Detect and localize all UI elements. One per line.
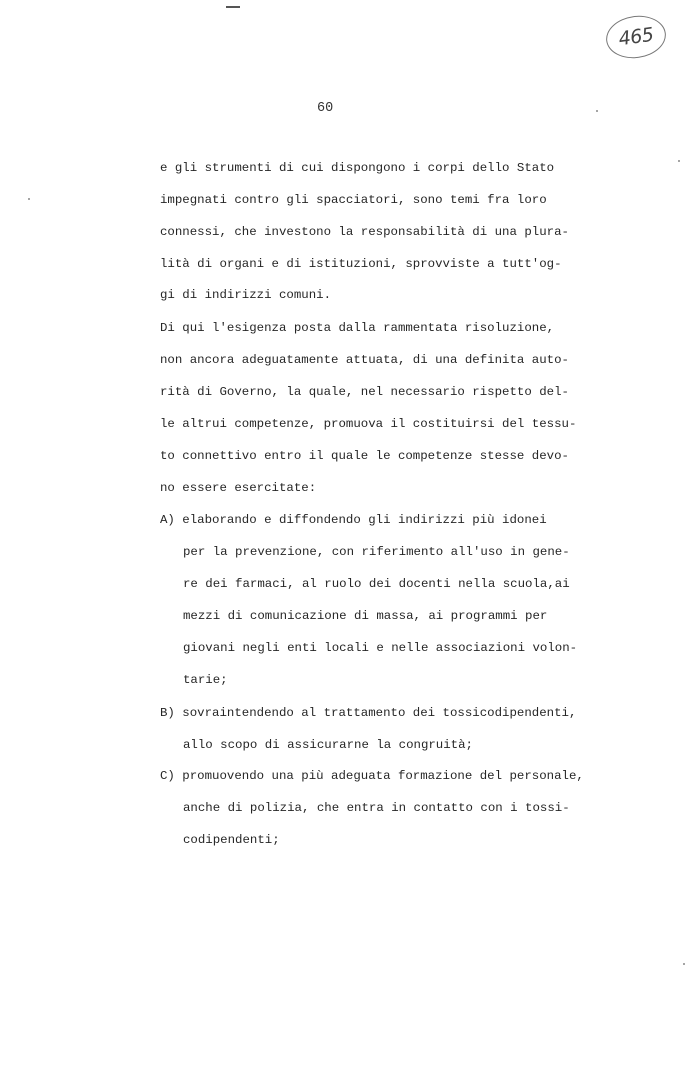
page-number: 60: [317, 101, 334, 116]
text-line: no essere esercitate:: [160, 481, 317, 495]
text-line: connessi, che investono la responsabilità di una plura-: [160, 225, 569, 239]
text-line: Di qui l'esigenza posta dalla rammentata risoluzione,: [160, 321, 555, 335]
text-line: mezzi di comunicazione di massa, ai programmi per: [183, 609, 548, 623]
top-edge-mark: [226, 6, 240, 8]
text-line: impegnati contro gli spacciatori, sono temi fra loro: [160, 193, 547, 207]
text-line: per la prevenzione, con riferimento all'uso in gene-: [183, 545, 570, 559]
text-line: rità di Governo, la quale, nel necessario rispetto del-: [160, 385, 569, 399]
scan-speck: [28, 198, 30, 200]
archive-number: 465: [617, 23, 655, 51]
text-line: re dei farmaci, al ruolo dei docenti nella scuola,ai: [183, 577, 570, 591]
list-item-c: C) promuovendo una più adeguata formazione del personale,: [160, 769, 584, 783]
text-line: anche di polizia, che entra in contatto con i tossi-: [183, 801, 570, 815]
list-item-a: A) elaborando e diffondendo gli indirizzi più idonei: [160, 513, 547, 527]
text-line: non ancora adeguatamente attuata, di una definita auto-: [160, 353, 569, 367]
text-line: lità di organi e di istituzioni, sprovviste a tutt'og-: [160, 257, 562, 271]
text-line: codipendenti;: [183, 833, 280, 847]
text-line: tarie;: [183, 673, 228, 687]
list-item-b: B) sovraintendendo al trattamento dei tossicodipendenti,: [160, 706, 577, 720]
text-line: giovani negli enti locali e nelle associazioni volon-: [183, 641, 578, 655]
text-line: gi di indirizzi comuni.: [160, 288, 332, 302]
text-line: e gli strumenti di cui dispongono i corpi dello Stato: [160, 161, 555, 175]
text-line: allo scopo di assicurarne la congruità;: [183, 738, 473, 752]
scan-speck: [596, 110, 598, 112]
text-line: le altrui competenze, promuova il costituirsi del tessu-: [160, 417, 577, 431]
scan-speck: [683, 963, 685, 965]
text-line: to connettivo entro il quale le competenze stesse devo-: [160, 449, 569, 463]
archive-number-stamp: [603, 12, 668, 62]
scan-speck: [678, 160, 680, 162]
